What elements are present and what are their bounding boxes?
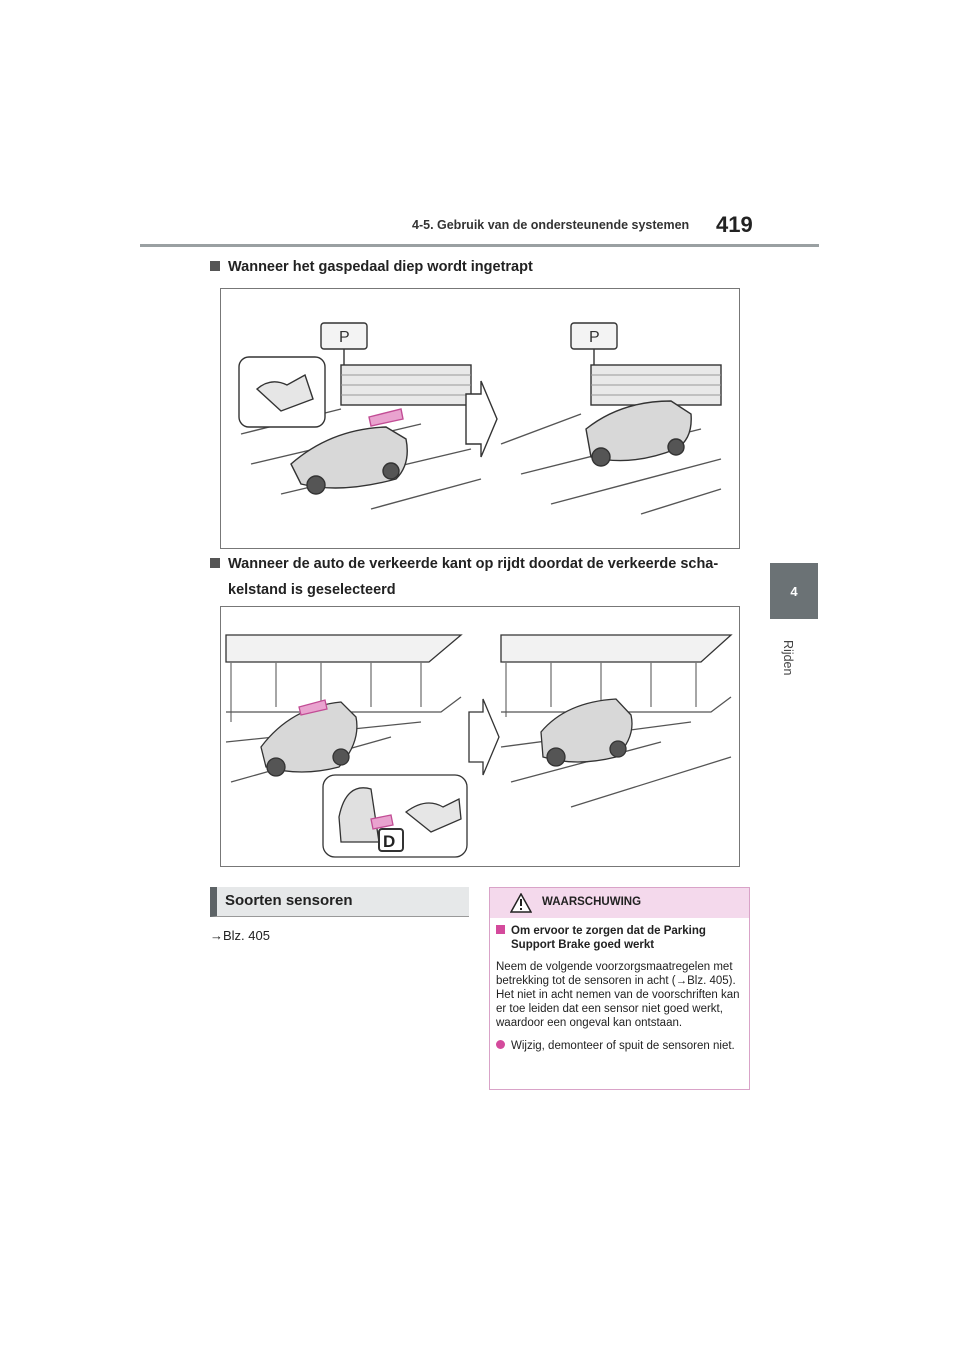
bullet-dot-icon	[496, 1040, 505, 1049]
bullet-square-icon	[210, 261, 220, 271]
bullet-square-icon	[210, 558, 220, 568]
bullet-square-icon	[496, 925, 505, 934]
shift-position-letter: D	[383, 832, 396, 851]
chapter-tab: 4	[770, 563, 818, 619]
chapter-label: Rijden	[781, 640, 795, 676]
warning-triangle-icon	[510, 893, 532, 913]
svg-text:P: P	[589, 329, 600, 346]
sensors-heading: Soorten sensoren	[210, 887, 469, 917]
arrow-right-icon	[469, 699, 499, 775]
svg-text:P: P	[339, 329, 350, 346]
sensors-reference-link[interactable]: →Blz. 405	[210, 928, 270, 943]
warning-box	[489, 887, 750, 1090]
heading-accelerator: Wanneer het gaspedaal diep wordt ingetrapt	[210, 254, 533, 280]
warning-title: WAARSCHUWING	[542, 896, 642, 908]
figure-wrong-gear	[220, 606, 740, 867]
warning-item-title: Om ervoor te zorgen dat de Parking Support Brake goed werkt	[496, 924, 742, 952]
figure-accelerator	[220, 288, 740, 549]
header-rule	[140, 244, 819, 247]
warning-header	[490, 888, 749, 918]
warning-body	[496, 924, 742, 1053]
page-number: 419	[716, 212, 753, 237]
figure-accelerator-illustration	[221, 289, 739, 548]
heading-wrong-gear: Wanneer de auto de verkeerde kant op rijdt doordat de verkeerde scha- kelstand is geselecteerd	[210, 551, 718, 603]
warning-bullet: Wijzig, demonteer of spuit de sensoren niet.	[496, 1039, 742, 1053]
warning-paragraph: Neem de volgende voorzorgsmaatregelen met betrekking tot de sensoren in acht (→Blz. 405). Het niet in acht nemen van de voorschriften kan er toe leiden dat een sensor niet goed werkt, waardoor een ongeval kan ontstaan.	[496, 961, 740, 1029]
figure-wrong-gear-illustration	[221, 607, 739, 866]
section-title: 4-5. Gebruik van de ondersteunende systemen	[412, 218, 690, 232]
